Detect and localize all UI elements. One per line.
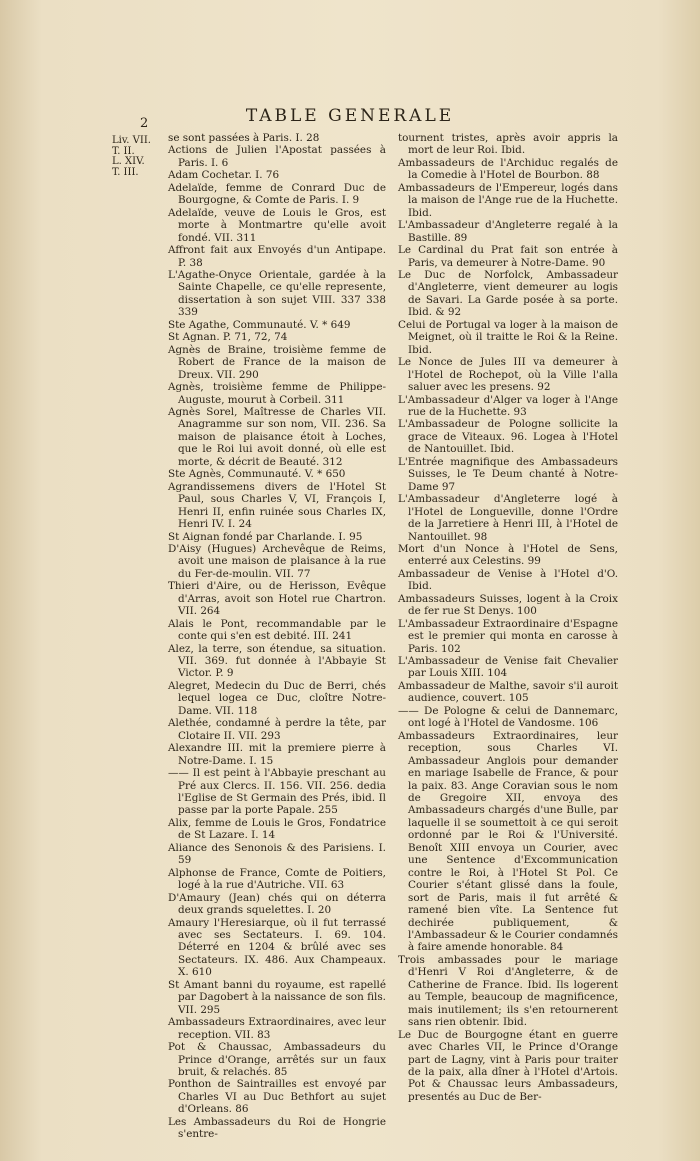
index-entry: —— Il est peint à l'Abbayie preschant au Pré aux Clercs. II. 156. VII. 256. dedia l'Eglise de St Germain des Prés, ibid. Il passe par la porte Papale. 255 [168, 767, 386, 817]
index-entry: Le Nonce de Jules III va demeurer à l'Hotel de Rochepot, où la Ville l'alla saluer avec les presens. 92 [398, 356, 618, 394]
index-entry: Agnès, troisième femme de Philippe-Auguste, mourut à Corbeil. 311 [168, 381, 386, 406]
index-entry: Agrandissemens divers de l'Hotel St Paul, sous Charles V, VI, François I, Henri II, enfin ruinée sous Charles IX, Henri IV. I. 24 [168, 480, 386, 531]
index-entry: D'Amaury (Jean) chés qui on déterra deux grands squelettes. I. 20 [168, 891, 386, 917]
right-column [398, 132, 618, 1103]
margin-reference: Liv. VII. [112, 135, 151, 146]
index-entry: se sont passées à Paris. I. 28 [168, 132, 320, 144]
index-entry: Agnès Sorel, Maîtresse de Charles VII. Anagramme sur son nom, VII. 236. Sa maison de plaisance étoit à Loches, que le Roi lui avoit donné, où elle est morte, & décrit de Beauté. 312 [168, 405, 386, 468]
index-entry: Le Duc de Bourgogne étant en guerre avec Charles VII, le Prince d'Orange part de Lagny, vint à Paris pour traiter de la paix, alla dîner à l'Hotel d'Artois. Pot & Chaussac leurs Ambassadeurs, presentés au Duc de Ber- [398, 1028, 618, 1103]
index-entry: L'Agathe-Onyce Orientale, gardée à la Sainte Chapelle, ce qu'elle represente, dissertation à son sujet VIII. 337 338 339 [168, 268, 386, 319]
index-entry: L'Ambassadeur de Venise fait Chevalier par Louis XIII. 104 [398, 655, 618, 680]
index-entry: Alexandre III. mit la premiere pierre à Notre-Dame. I. 15 [168, 742, 386, 767]
index-entry: Actions de Julien l'Apostat passées à Paris. I. 6 [168, 144, 386, 169]
index-entry: Les Ambassadeurs du Roi de Hongrie s'entre- [168, 1115, 386, 1141]
index-entry: St Amant banni du royaume, est rapellé par Dagobert à la naissance de son fils. VII. 295 [168, 978, 386, 1016]
index-entry: Alphonse de France, Comte de Poitiers, logé à la rue d'Autriche. VII. 63 [168, 866, 386, 892]
index-entry: Mort d'un Nonce à l'Hotel de Sens, enterré aux Celestins. 99 [398, 542, 618, 568]
index-entry: Alix, femme de Louis le Gros, Fondatrice de St Lazare. I. 14 [168, 816, 386, 842]
index-entry: Ambassadeurs Suisses, logent à la Croix de fer rue St Denys. 100 [398, 592, 618, 618]
index-entry: Adam Cochetar. I. 76 [168, 169, 280, 182]
index-entry: Le Cardinal du Prat fait son entrée à Paris, va demeurer à Notre-Dame. 90 [398, 244, 618, 269]
index-entry: D'Aisy (Hugues) Archevêque de Reims, avoit une maison de plaisance à la rue du Fer-de-moulin. VII. 77 [168, 542, 386, 580]
margin-reference: T. II. [112, 145, 135, 157]
index-entry: Ambassadeurs de l'Empereur, logés dans la maison de l'Ange rue de la Huchette. Ibid. [398, 181, 618, 219]
index-entry: tournent tristes, après avoir appris la mort de leur Roi. Ibid. [398, 132, 618, 157]
index-entry: Alez, la terre, son étendue, sa situation. VII. 369. fut donnée à l'Abbayie St Victor. P. 9 [168, 642, 386, 680]
index-entry: Ambassadeurs Extraordinaires, avec leur reception. VII. 83 [168, 1016, 386, 1041]
index-entry: L'Ambassadeur Extraordinaire d'Espagne est le premier qui monta en carosse à Paris. 102 [398, 617, 618, 655]
index-entry: L'Ambassadeur d'Alger va loger à l'Ange rue de la Huchette. 93 [398, 393, 618, 418]
index-entry: Ambassadeur de Venise à l'Hotel d'O. Ibid. [398, 567, 618, 593]
index-entry: Ste Agathe, Communauté. V. * 649 [168, 318, 351, 331]
index-entry: Ambassadeurs de l'Archiduc regalés de la Comedie à l'Hotel de Bourbon. 88 [398, 156, 618, 182]
margin-reference: T. III. [112, 166, 139, 178]
margin-reference: L. XIV. [112, 156, 145, 168]
index-entry: Alethée, condamné à perdre la tête, par Clotaire II. VII. 293 [168, 717, 386, 742]
index-entry: Affront fait aux Envoyés d'un Antipape. P. 38 [168, 244, 386, 269]
index-entry: Adelaïde, veuve de Louis le Gros, est morte à Montmartre qu'elle avoit fondé. VII. 311 [168, 206, 386, 244]
index-entry: Celui de Portugal va loger à la maison de Meignet, où il traitte le Roi & la Reine. Ibid. [398, 318, 618, 356]
index-entry: St Agnan. P. 71, 72, 74 [168, 331, 288, 344]
left-column [168, 132, 386, 1141]
index-entry: Adelaïde, femme de Conrard Duc de Bourgogne, & Comte de Paris. I. 9 [168, 181, 386, 207]
index-entry: Ponthon de Saintrailles est envoyé par Charles VI au Duc Bethfort au sujet d'Orleans. 86 [168, 1078, 386, 1116]
index-entry: Ambassadeurs Extraordinaires, leur reception, sous Charles VI. Ambassadeur Anglois pour demander en mariage Isabelle de France, & pour la paix. 83. Ange Coravian sous le nom de Gregoire XII, envoya des Ambassadeurs chargés d'une Bulle, par laquelle il se soumettoit à ce qui seroit ordonné par le Roi & l'Université. Benoît XIII envoya un Courier, avec une Sentence d'Excommunication contre le Roi, à l'Hotel St Pol. Ce Courier s'étant glissé dans la foule, sort de Paris, mais il fut arrêté & ramené bien vîte. La Sentence fut dechirée publiquement, & l'Ambassadeur & le Courier condamnés à faire amende honorable. 84 [398, 729, 618, 954]
index-entry: Alegret, Medecin du Duc de Berri, chés lequel logea ce Duc, cloître Notre-Dame. VII. 118 [168, 679, 386, 717]
index-entry: St Aignan fondé par Charlande. I. 95 [168, 530, 363, 543]
index-entry: —— De Pologne & celui de Dannemarc, ont logé à l'Hotel de Vandosme. 106 [398, 704, 618, 730]
margin-references [112, 136, 172, 178]
index-entry: Le Duc de Norfolck, Ambassadeur d'Angleterre, vient demeurer au logis de Savari. La Garde posée à sa porte. Ibid. & 92 [398, 268, 618, 319]
index-entry: Pot & Chaussac, Ambassadeurs du Prince d'Orange, arrêtés sur un faux bruit, & relachés. 85 [168, 1041, 386, 1078]
page-number: 2 [140, 116, 149, 131]
index-entry: L'Ambassadeur de Pologne sollicite la grace de Viteaux. 96. Logea à l'Hotel de Nantouillet. Ibid. [398, 418, 618, 456]
index-entry: L'Entrée magnifique des Ambassadeurs Suisses, le Te Deum chanté à Notre-Dame 97 [398, 455, 618, 493]
index-entry: Ste Agnès, Communauté. V. * 650 [168, 468, 346, 481]
index-entry: Trois ambassades pour le mariage d'Henri V Roi d'Angleterre, & de Catherine de France. Ibid. Ils logerent au Temple, beaucoup de magnificence, mais inutilement; ils s'en retournerent sans rien obtenir. Ibid. [398, 953, 618, 1029]
index-entry: Ambassadeur de Malthe, savoir s'il auroit audience, couvert. 105 [398, 679, 618, 705]
index-entry: Amaury l'Heresiarque, où il fut terrassé avec ses Sectateurs. I. 69. 104. Déterré en 1204 & brûlé avec ses Sectateurs. IX. 486. Aux Champeaux. X. 610 [168, 916, 386, 979]
index-entry: Alais le Pont, recommandable par le conte qui s'en est debité. III. 241 [168, 617, 386, 643]
index-entry: L'Ambassadeur d'Angleterre regalé à la Bastille. 89 [398, 219, 618, 244]
index-entry: Agnès de Braine, troisième femme de Robert de France de la maison de Dreux. VII. 290 [168, 343, 386, 381]
running-header: TABLE GENERALE [245, 106, 455, 126]
index-entry: Thieri d'Aire, ou de Herisson, Evêque d'Arras, avoit son Hotel rue Chartron. VII. 264 [168, 580, 386, 618]
index-entry: L'Ambassadeur d'Angleterre logé à l'Hotel de Longueville, donne l'Ordre de la Jarretiere à Henri III, à l'Hotel de Nantouillet. 98 [398, 493, 618, 543]
index-entry: Aliance des Senonois & des Parisiens. I. 59 [168, 841, 386, 867]
